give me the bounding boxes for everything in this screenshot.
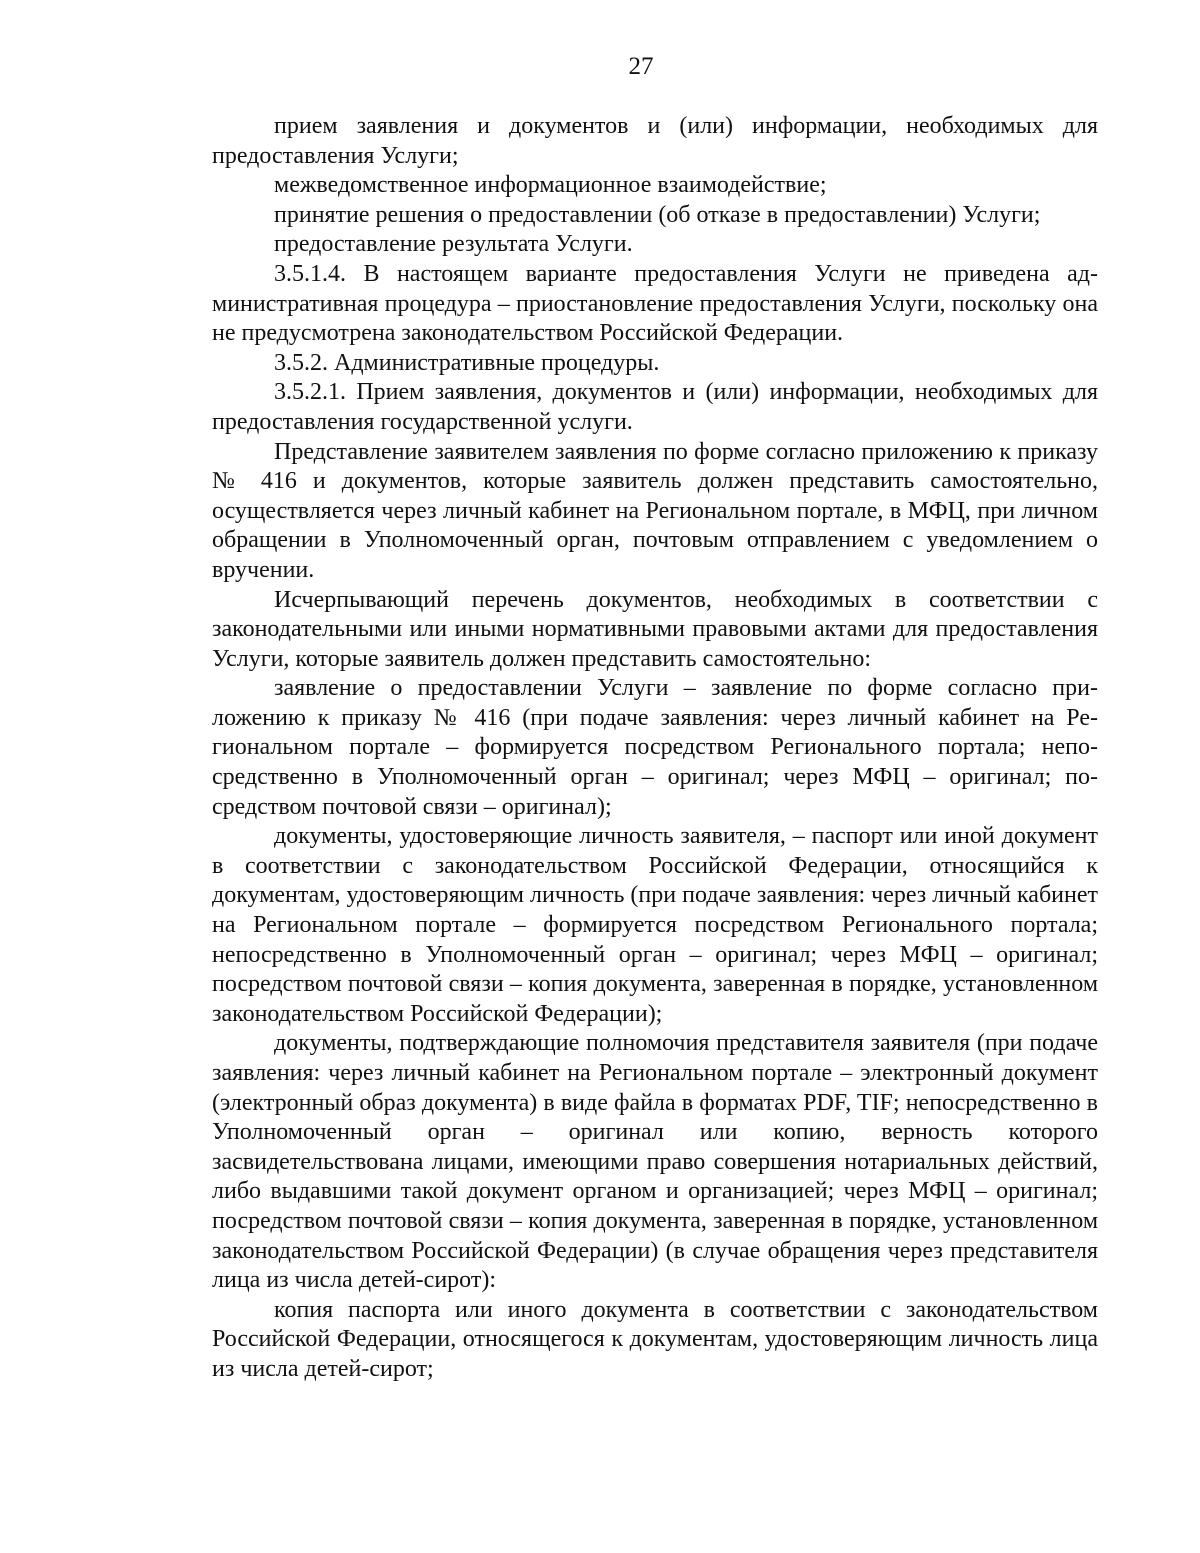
paragraph: межведомственное информационное взаимодействие; xyxy=(274,172,827,199)
paragraph: документы, подтверждающие полномочия представителя заявителя (при подаче заявления: через личный кабинет на Региональном портале – электронный документ (электронный образ документа) в виде файла в форматах PDF, TIF; непосредственно в Уполномоченный орган – оригинал или копию, верность которого засвидетельствована лицами, имеющими право совершения нотариальных действий, либо выдавшими такой документ органом и организацией; через МФЦ – оригинал; посредством почтовой связи – копия документа, заверенная в порядке, установленном законодательством Российской Федерации) (в случае обращения через представителя лица из числа детей-сирот): xyxy=(212,1030,1098,1294)
paragraph: 3.5.1.4. В настоящем варианте предоставления Услуги не приведена административная процедура – приостановление предоставления Услуги, поскольку она не предусмотрена законодательством Российской Федерации. xyxy=(212,260,1098,347)
paragraph: Представление заявителем заявления по форме согласно приложению к приказу № 416 и документов, которые заявитель должен представить самостоятельно, осуществляется через личный кабинет на Региональном портале, в МФЦ, при личном обращении в Уполномоченный орган, почтовым отправлением с уведомлением о вручении. xyxy=(212,438,1098,583)
paragraph: 3.5.2. Административные процедуры. xyxy=(274,349,660,376)
paragraph: принятие решения о предоставлении (об отказе в предоставлении) Услуги; xyxy=(274,201,1041,228)
paragraph: заявление о предоставлении Услуги – заявление по форме согласно приложению к приказу № 416 (при подаче заявления: через личный кабинет на Региональном портале – формируется посредством Регионального портала; непосредственно в Уполномоченный орган – оригинал; через МФЦ – оригинал; посредством почтовой связи – оригинал); xyxy=(212,675,1098,820)
paragraph: Исчерпывающий перечень документов, необходимых в соответствии с законодательными или иными нормативными правовыми актами для предоставления Услуги, которые заявитель должен представить самостоятельно: xyxy=(212,586,1098,672)
paragraph: документы, удостоверяющие личность заявителя, – паспорт или иной документ в соответствии с законодательством Российской Федерации, относящийся к документам, удостоверяющим личность (при подаче заявления: через личный кабинет на Региональном портале – формируется посредством Регионального портала; непосредственно в Уполномоченный орган – оригинал; через МФЦ – оригинал; посредством почтовой связи – копия документа, заверенная в порядке, установленном законодательством Российской Федерации); xyxy=(212,823,1098,1027)
paragraph: прием заявления и документов и (или) информации, необходимых для предоставления Услуги; xyxy=(212,113,1098,169)
paragraph: копия паспорта или иного документа в соответствии с законодательством Российской Федерации, относящегося к документам, удостоверяющим личность лица из числа детей-сирот; xyxy=(212,1296,1098,1382)
paragraph: предоставление результата Услуги. xyxy=(274,231,633,258)
document-body xyxy=(212,112,1098,1385)
paragraph: 3.5.2.1. Прием заявления, документов и (или) информации, необходимых для предоставления государственной услуги. xyxy=(212,379,1098,435)
page-number: 27 xyxy=(628,53,654,80)
